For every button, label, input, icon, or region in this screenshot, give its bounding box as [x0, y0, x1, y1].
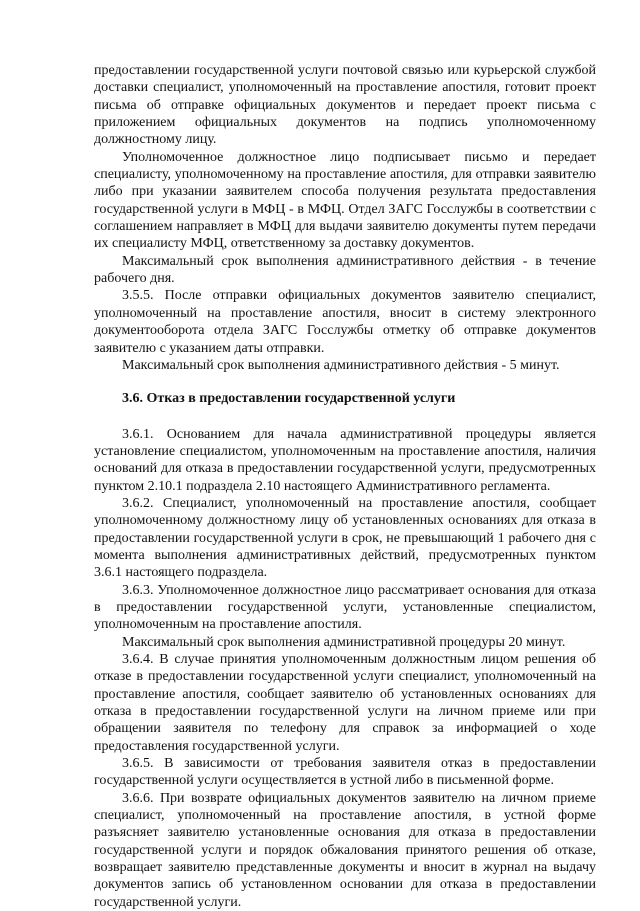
- paragraph-3-6-6: 3.6.6. При возврате официальных документов заявителю на личном приеме специалист, уполномоченный на проставление апостиля, в устной форме разъясняет заявителю установленные основания для отказа в предоставлении государственной услуги и порядок обжалования принятого решения об отказе, возвращает заявителю представленные документы и вносит в журнал на выдачу документов запись об установленном основании для отказа в предоставлении государственной услуги.: [94, 790, 596, 910]
- paragraph-signing: Уполномоченное должностное лицо подписывает письмо и передает специалисту, уполномоченному на проставление апостиля, для отправки заявителю либо при указании заявителем способа получения результата предоставления государственной услуги в МФЦ - в МФЦ. Отдел ЗАГС Госслужбы в соответствии с соглашением направляет в МФЦ для выдачи заявителю документы путем передачи их специалисту МФЦ, ответственному за доставку документов.: [94, 149, 596, 252]
- document-page: [94, 62, 596, 911]
- paragraph-3-6-1: 3.6.1. Основанием для начала административной процедуры является установление специалистом, уполномоченным на проставление апостиля, наличия оснований для отказа в предоставлении государственной услуги, предусмотренных пунктом 2.10.1 подраздела 2.10 настоящего Административного регламента.: [94, 426, 596, 494]
- paragraph-3-6-4: 3.6.4. В случае принятия уполномоченным должностным лицом решения об отказе в предоставлении государственной услуги специалист, уполномоченный на проставление апостиля, сообщает заявителю об установленных основаниях для отказа в предоставлении государственной услуги на личном приеме или при обращении заявителя по телефону для справок за информацией о ходе предоставления государственной услуги.: [94, 652, 596, 754]
- paragraph-continuation: предоставлении государственной услуги почтовой связью или курьерской службой доставки специалист, уполномоченный на проставление апостиля, готовит проект письма об отправке официальных документов и передает проект письма с приложением официальных документов на подпись уполномоченному должностному лицу.: [94, 63, 596, 148]
- paragraph-deadline-20-min: Максимальный срок выполнения административной процедуры 20 минут.: [122, 634, 566, 650]
- paragraph-3-5-5: 3.5.5. После отправки официальных документов заявителю специалист, уполномоченный на проставление апостиля, вносит в систему электронного документооборота отдела ЗАГС Госслужбы отметку об отправке документов заявителю с указанием даты отправки.: [94, 288, 596, 356]
- paragraph-3-6-5: 3.6.5. В зависимости от требования заявителя отказ в предоставлении государственной услуги осуществляется в устной либо в письменной форме.: [94, 756, 596, 789]
- paragraph-3-6-2: 3.6.2. Специалист, уполномоченный на проставление апостиля, сообщает уполномоченному должностному лицу об установленных основаниях для отказа в предоставлении государственной услуги в срок, не превышающий 1 рабочего дня с момента выполнения административных действий, предусмотренных пунктом 3.6.1 настоящего подраздела.: [94, 495, 596, 581]
- paragraph-3-6-3: 3.6.3. Уполномоченное должностное лицо рассматривает основания для отказа в предоставлении государственной услуги, установленные специалистом, уполномоченным на проставление апостиля.: [94, 582, 596, 633]
- paragraph-deadline-5-min: Максимальный срок выполнения административного действия - 5 минут.: [122, 357, 560, 373]
- paragraph-deadline-day: Максимальный срок выполнения административного действия - в течение рабочего дня.: [94, 253, 596, 287]
- section-heading: 3.6. Отказ в предоставлении государственной услуги: [122, 391, 456, 407]
